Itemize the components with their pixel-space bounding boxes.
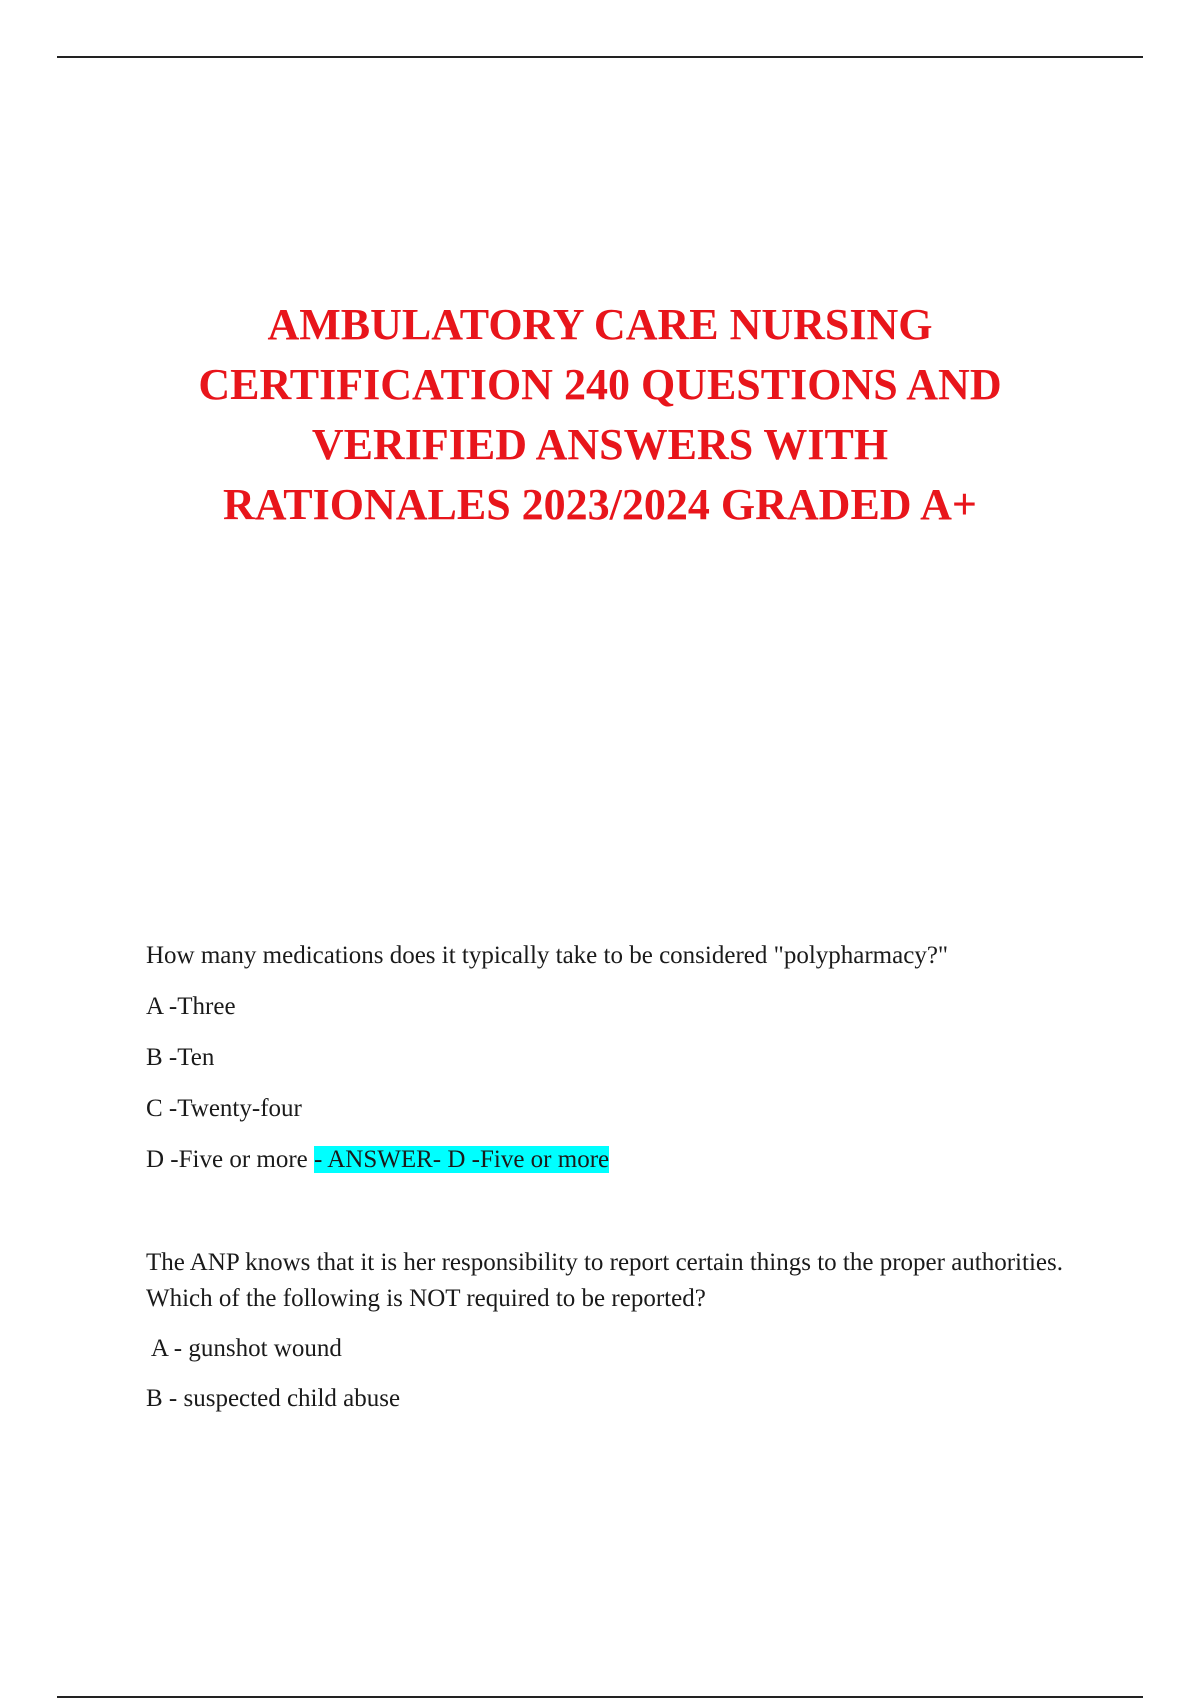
option-a: A -Three	[146, 993, 236, 1020]
option-d-line	[146, 1142, 1076, 1178]
document-title	[100, 295, 1100, 535]
title-line: VERIFIED ANSWERS WITH	[311, 420, 889, 469]
title-line: RATIONALES 2023/2024 GRADED A+	[222, 480, 977, 529]
question-stem: The ANP knows that it is her responsibility to report certain things to the proper authorities. Which of the following is NOT required to be reported?	[146, 1249, 1063, 1312]
question-stem: How many medications does it typically take to be considered "polypharmacy?"	[146, 942, 949, 969]
option-c: C -Twenty-four	[146, 1095, 302, 1122]
title-line: AMBULATORY CARE NURSING	[267, 300, 933, 349]
option-b: B - suspected child abuse	[146, 1385, 401, 1412]
answer-highlight: - ANSWER- D -Five or more	[314, 1146, 610, 1173]
option-a: A - gunshot wound	[146, 1335, 342, 1362]
question-1	[146, 938, 1076, 1193]
option-d: D -Five or more	[146, 1146, 315, 1173]
title-line: CERTIFICATION 240 QUESTIONS AND	[198, 360, 1002, 409]
question-2	[146, 1245, 1076, 1431]
option-b: B -Ten	[146, 1044, 215, 1071]
bottom-rule	[57, 1696, 1143, 1698]
top-rule	[57, 56, 1143, 58]
